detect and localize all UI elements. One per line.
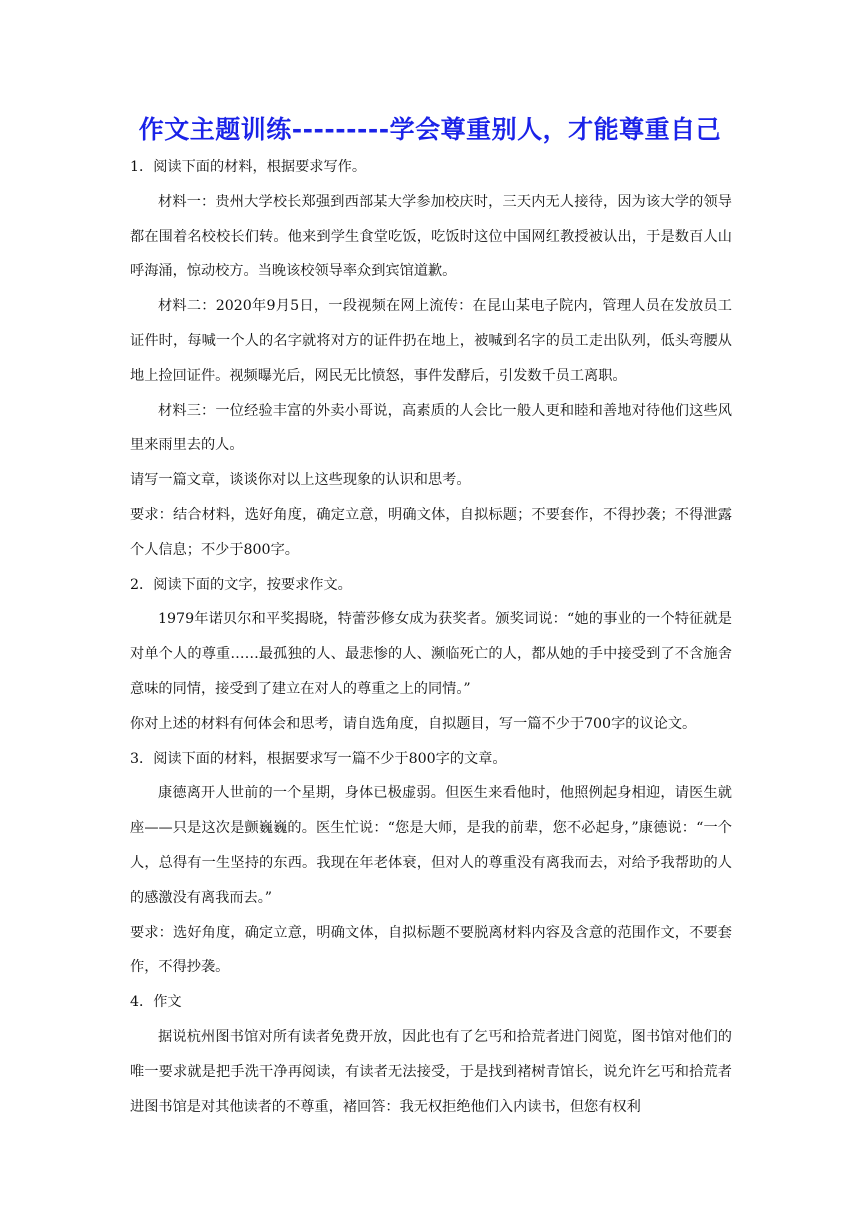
question-4-body: 据说杭州图书馆对所有读者免费开放，因此也有了乞丐和拾荒者进门阅览，图书馆对他们的唯一要求就是把手洗干净再阅读，有读者无法接受，于是找到褚树青馆长，说允许乞丐和拾荒者进图书馆是对其他读者的不尊重，褚回答：我无权拒绝他们入内读书，但您有权利 [130, 1028, 732, 1115]
page-title: 作文主题训练---------学会尊重别人，才能尊重自己 [138, 115, 722, 144]
question-3-requirements: 要求：选好角度，确定立意，明确文体，自拟标题不要脱离材料内容及含意的范围作文，不要套作，不得抄袭。 [130, 924, 732, 976]
question-3-body: 康德离开人世前的一个星期，身体已极虚弱。但医生来看他时，他照例起身相迎，请医生就座——只是这次是颤巍巍的。医生忙说：“您是大师，是我的前辈，您不必起身，”康德说：“一个人，总得有一生坚持的东西。我现在年老体衰，但对人的尊重没有离我而去，对给予我帮助的人的感激没有离我而去。” [130, 785, 732, 906]
question-1-material-3: 材料三：一位经验丰富的外卖小哥说，高素质的人会比一般人更和睦和善地对待他们这些风里来雨里去的人。 [130, 402, 732, 454]
question-1-material-1: 材料一：贵州大学校长郑强到西部某大学参加校庆时，三天内无人接待，因为该大学的领导都在围着名校校长们转。他来到学生食堂吃饭，吃饭时这位中国网红教授被认出，于是数百人山呼海涌，惊动校方。当晚该校领导率众到宾馆道歉。 [130, 193, 732, 280]
document-body [130, 150, 732, 1124]
question-2-body: 1979年诺贝尔和平奖揭晓，特蕾莎修女成为获奖者。颁奖词说：“她的事业的一个特征就是对单个人的尊重……最孤独的人、最悲惨的人、濒临死亡的人，都从她的手中接受到了不含施舍意味的同情，接受到了建立在对人的尊重之上的同情。” [130, 611, 732, 697]
question-1-material-2: 材料二：2020年9月5日，一段视频在网上流传：在昆山某电子院内，管理人员在发放员工证件时，每喊一个人的名字就将对方的证件扔在地上，被喊到名字的员工走出队列，低头弯腰从地上捡回证件。视频曝光后，网民无比愤怒，事件发酵后，引发数千员工离职。 [130, 298, 732, 384]
question-1-heading: 1．阅读下面的材料，根据要求写作。 [130, 159, 367, 175]
question-2-prompt: 你对上述的材料有何体会和思考，请自选角度，自拟题目，写一篇不少于700字的议论文。 [130, 715, 697, 732]
question-2-heading: 2．阅读下面的文字，按要求作文。 [130, 576, 352, 593]
question-1-requirements: 要求：结合材料，选好角度，确定立意，明确文体，自拟标题；不要套作，不得抄袭；不得泄露个人信息；不少于800字。 [130, 506, 732, 558]
question-4-heading: 4．作文 [130, 994, 182, 1011]
question-3-heading: 3．阅读下面的材料，根据要求写一篇不少于800字的文章。 [130, 750, 507, 767]
question-1-prompt: 请写一篇文章，谈谈你对以上这些现象的认识和思考。 [130, 472, 471, 489]
